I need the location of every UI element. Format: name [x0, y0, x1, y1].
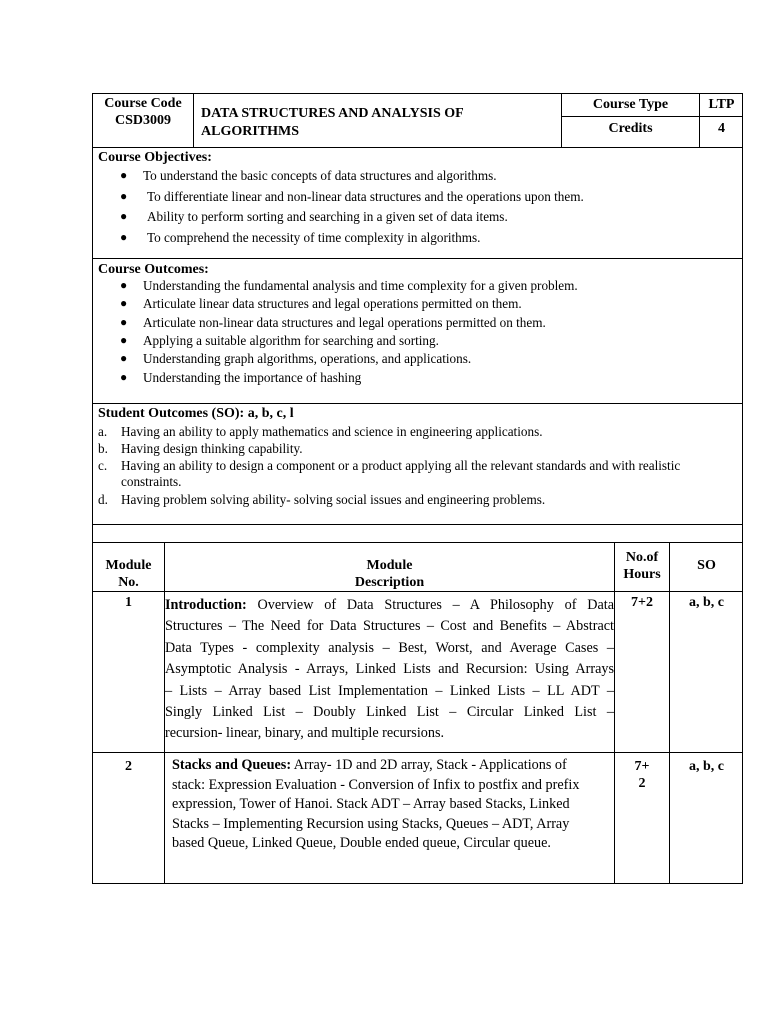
outcome-item: Understanding the fundamental analysis and time complexity for a given problem. [143, 278, 578, 293]
so-item: Having an ability to apply mathematics and science in engineering applications. [121, 424, 543, 439]
bullet-icon: ● [120, 189, 128, 203]
course-code-label: Course Code [104, 96, 182, 111]
outcome-item: Articulate non-linear data structures and legal operations permitted on them. [143, 315, 546, 330]
objective-item: To comprehend the necessity of time complexity in algorithms. [147, 230, 481, 245]
objectives-divider [92, 258, 743, 259]
module-header-divider [92, 591, 743, 592]
so-marker: b. [98, 441, 108, 456]
objectives-heading: Course Objectives: [98, 150, 212, 165]
module-so: a, b, c [689, 759, 724, 774]
so-header: SO [697, 558, 716, 573]
outcomes-heading: Course Outcomes: [98, 262, 209, 277]
outcomes-divider [92, 403, 743, 404]
outcome-item: Articulate linear data structures and legal operations permitted on them. [143, 296, 522, 311]
bullet-icon: ● [120, 370, 128, 384]
bullet-icon: ● [120, 351, 128, 365]
ltp-label: LTP [708, 97, 735, 112]
objective-item: To understand the basic concepts of data structures and algorithms. [143, 168, 497, 183]
bullet-icon: ● [120, 296, 128, 310]
course-title-line-2: ALGORITHMS [201, 124, 300, 139]
objective-item: Ability to perform sorting and searching in a given set of data items. [147, 209, 508, 224]
bullet-icon: ● [120, 209, 128, 223]
module-description-header: Module Description [354, 558, 425, 590]
so-item: Having problem solving ability- solving social issues and engineering problems. [121, 492, 546, 507]
header-divider-1 [193, 93, 194, 148]
header-row-divider [561, 116, 743, 117]
student-outcomes-heading: Student Outcomes (SO): a, b, c, l [98, 406, 294, 421]
module-description: Stacks and Queues: Array- 1D and 2D array, Stack - Applications of stack: Expression Evaluation - Conversion of Infix to postfix and prefix expression, Tower of Hanoi. Stack ADT – Array based Stacks, Linked Stacks – Implementing Recursion using Stacks, Queues – ADT, Array based Queue, Linked Queue, Double ended queue, Circular queue. [172, 757, 580, 852]
course-title-line-1: DATA STRUCTURES AND ANALYSIS OF [201, 106, 464, 121]
bullet-icon: ● [120, 333, 128, 347]
so-marker: c. [98, 458, 108, 473]
bullet-icon: ● [120, 230, 128, 244]
module-description: Introduction: Overview of Data Structures – A Philosophy of Data Structures – The Need for Data Structures – Cost and Benefits – Abstract Data Types - complexity analysis – Best, Worst, and Average Cases – Asymptotic Analysis - Arrays, Linked Lists and Recursion: Using Arrays – Lists – Array based List Implementation – Linked Lists – LL ADT – Singly Linked List – Doubly Linked List – Circular Linked List – recursion- linear, binary, and multiple recursions. [165, 597, 614, 742]
course-code: CSD3009 [114, 113, 171, 128]
so-item: Having design thinking capability. [121, 441, 303, 456]
bullet-icon: ● [120, 168, 128, 182]
module-row-divider [92, 752, 743, 753]
credits-label: Credits [608, 121, 653, 136]
so-marker: a. [98, 424, 108, 439]
hours-header: No.of Hours [623, 550, 661, 582]
outcome-item: Understanding the importance of hashing [143, 370, 362, 385]
module-number: 1 [125, 595, 132, 610]
module-hours: 7+ 2 [634, 759, 650, 791]
course-type-label: Course Type [592, 97, 669, 112]
so-item-continuation: constraints. [121, 474, 182, 489]
so-marker: d. [98, 492, 108, 507]
spacer-row [92, 524, 743, 543]
module-no-header: Module No. [105, 558, 152, 590]
objective-item: To differentiate linear and non-linear data structures and the operations upon them. [147, 189, 584, 204]
module-number: 2 [125, 759, 132, 774]
outcome-item: Applying a suitable algorithm for searching and sorting. [143, 333, 439, 348]
so-item: Having an ability to design a component or a product applying all the relevant standards and with realistic [121, 458, 681, 473]
bullet-icon: ● [120, 278, 128, 292]
module-so: a, b, c [689, 595, 724, 610]
credits-value: 4 [718, 121, 725, 136]
outcome-item: Understanding graph algorithms, operations, and applications. [143, 351, 472, 366]
module-hours: 7+2 [631, 595, 653, 610]
bullet-icon: ● [120, 315, 128, 329]
